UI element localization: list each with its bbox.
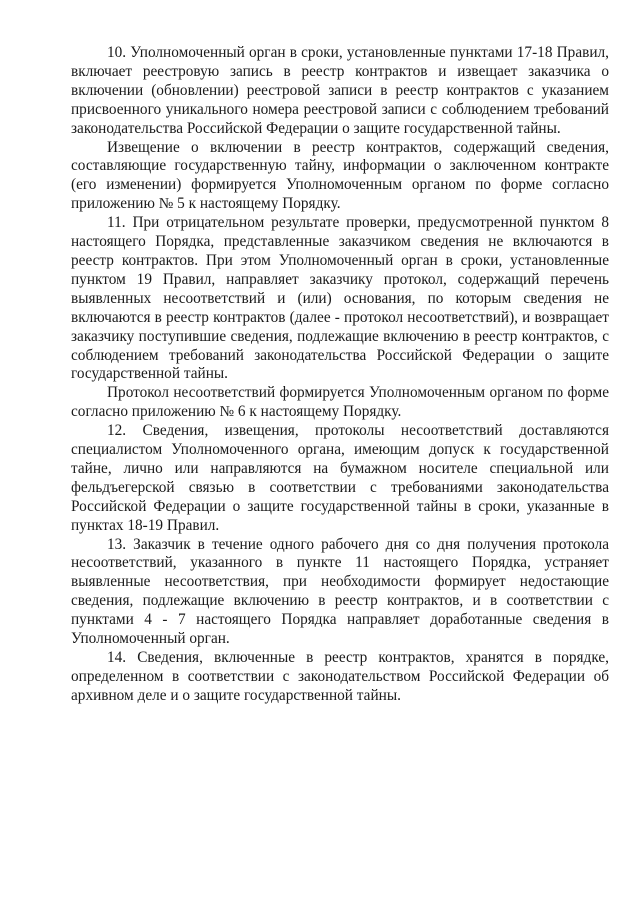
paragraph-protocol: Протокол несоответствий формируется Уполномоченным органом по форме согласно приложению № 6 к настоящему Порядку. — [71, 384, 609, 421]
paragraph-14: 14. Сведения, включенные в реестр контрактов, хранятся в порядке, определенном в соответствии с законодательством Российской Федерации об архивном деле и о защите государственной тайны. — [71, 649, 609, 704]
paragraph-10: 10. Уполномоченный орган в сроки, установленные пунктами 17-18 Правил, включает реестровую запись в реестр контрактов и извещает заказчика о включении (обновлении) реестровой записи в реестр контрактов с указанием присвоенного уникального номера реестровой записи с соблюдением требований законодательства Российской Федерации о защите государственной тайны. — [71, 44, 609, 137]
paragraph-notice: Извещение о включении в реестр контрактов, содержащий сведения, составляющие государственную тайну, информации о заключенном контракте (его изменении) формируется Уполномоченным органом по форме согласно приложению № 5 к настоящему Порядку. — [71, 138, 609, 213]
paragraph-12: 12. Сведения, извещения, протоколы несоответствий доставляются специалистом Уполномоченного органа, имеющим допуск к государственной тайне, лично или направляются на бумажном носителе специальной или фельдъегерской связью в соответствии с требованиями законодательства Российской Федерации о защите государственной тайны в сроки, указанные в пунктах 18-19 Правил. — [71, 422, 609, 534]
document-page — [71, 44, 609, 706]
paragraph-11: 11. При отрицательном результате проверки, предусмотренной пунктом 8 настоящего Порядка, представленные заказчиком сведения не включаются в реестр контрактов. При этом Уполномоченный орган в сроки, установленные пунктом 19 Правил, направляет заказчику протокол, содержащий перечень выявленных несоответствий и (или) основания, по которым сведения не включаются в реестр контрактов (далее - протокол несоответствий), и возвращает заказчику поступившие сведения, подлежащие включению в реестр контрактов, с соблюдением требований законодательства Российской Федерации о защите государственной тайны. — [71, 214, 609, 383]
paragraph-13: 13. Заказчик в течение одного рабочего дня со дня получения протокола несоответствий, указанного в пункте 11 настоящего Порядка, устраняет выявленные несоответствия, при необходимости формирует недостающие сведения, подлежащие включению в реестр контрактов, и в соответствии с пунктами 4 - 7 настоящего Порядка направляет доработанные сведения в Уполномоченный орган. — [71, 535, 609, 648]
